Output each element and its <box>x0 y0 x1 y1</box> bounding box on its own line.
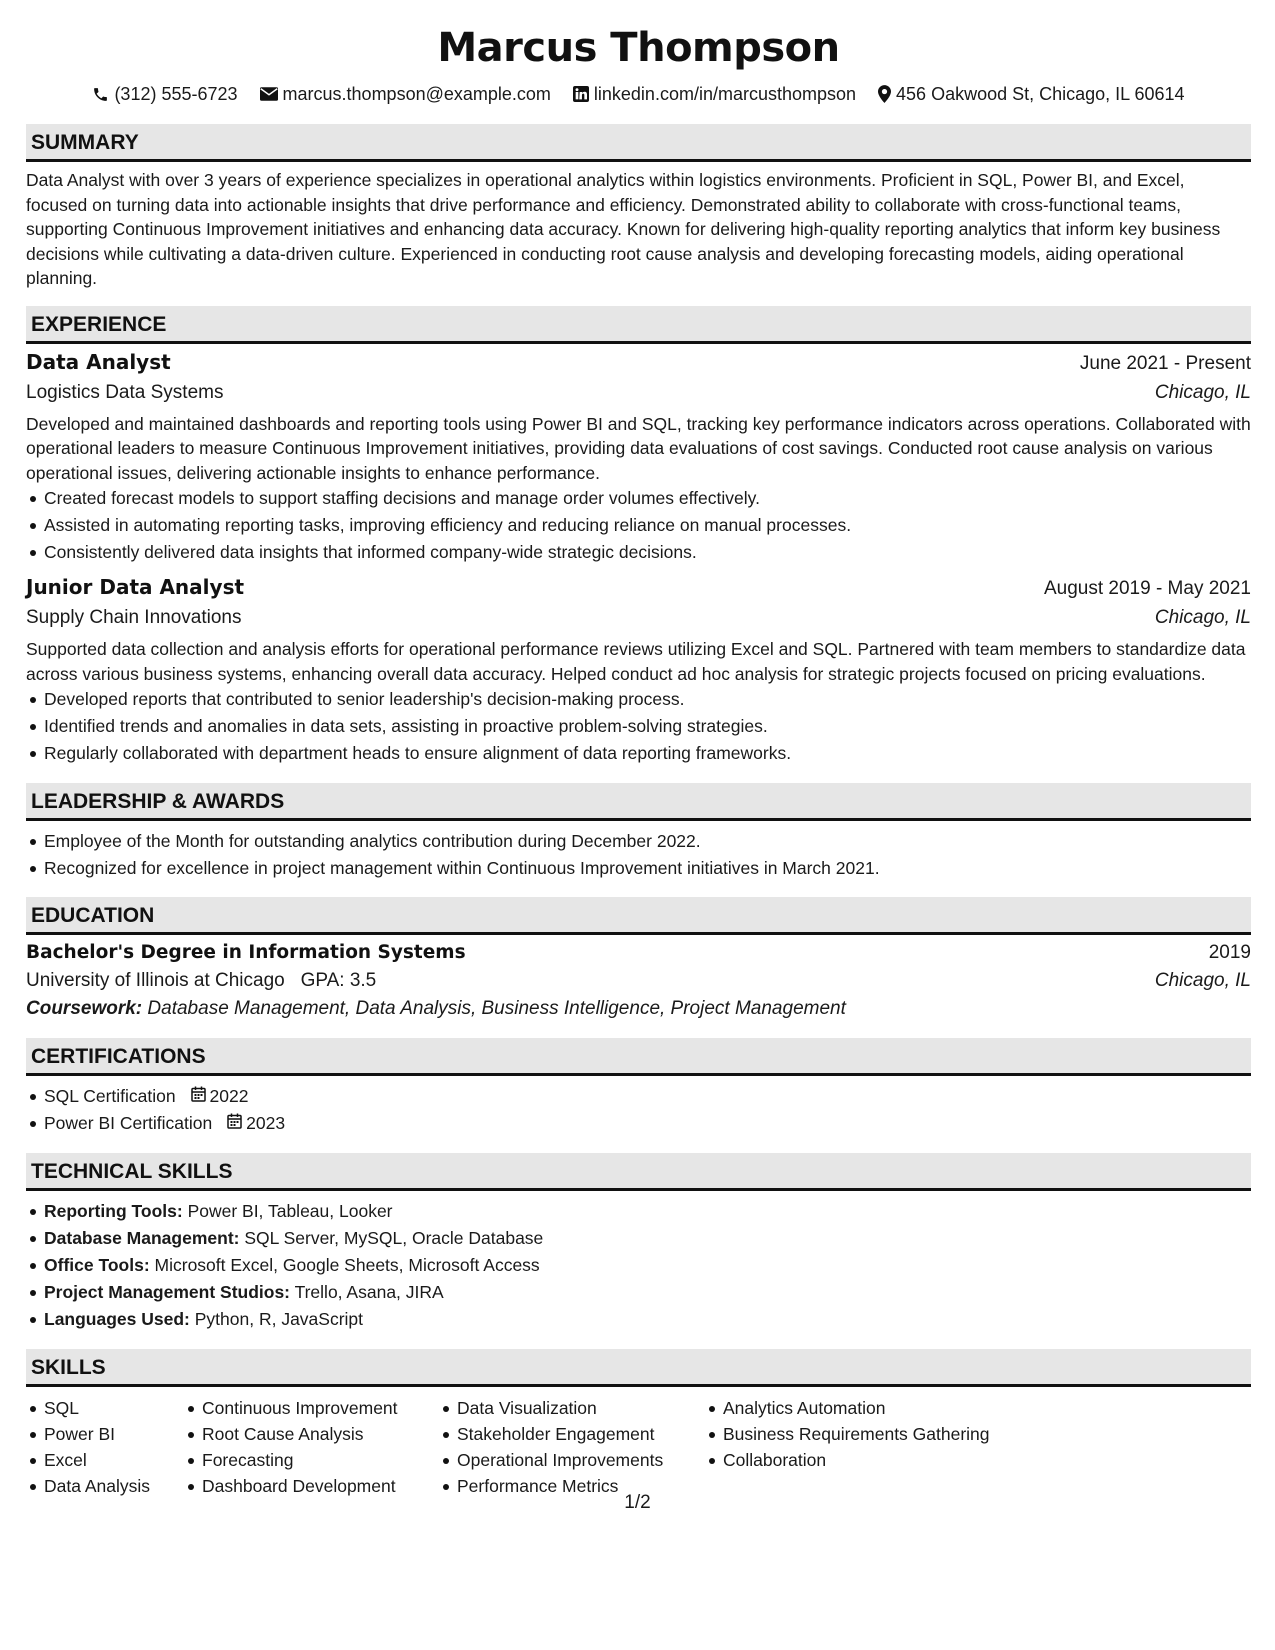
list-item: Excel <box>26 1447 184 1473</box>
job-title: Data Analyst <box>26 349 171 374</box>
list-item: Root Cause Analysis <box>184 1421 439 1447</box>
education-gpa: GPA: 3.5 <box>300 970 377 991</box>
job-title: Junior Data Analyst <box>26 575 245 599</box>
list-item <box>26 1198 1251 1225</box>
skills-column <box>26 1395 184 1499</box>
job-company-row <box>26 607 1251 629</box>
linkedin-text[interactable]: linkedin.com/in/marcusthompson <box>593 84 857 104</box>
skill-category-label: Languages Used: <box>44 1309 190 1329</box>
list-item: Operational Improvements <box>439 1447 705 1473</box>
certification-date <box>227 1110 285 1137</box>
certifications-heading: CERTIFICATIONS <box>26 1038 1251 1076</box>
skill-category-label: Database Management: <box>44 1228 240 1248</box>
list-item: Collaboration <box>705 1447 1025 1473</box>
map-pin-icon <box>878 85 891 103</box>
job-dates: June 2021 - Present <box>1079 352 1251 374</box>
phone-text: (312) 555-6723 <box>114 84 238 104</box>
education-school-line <box>26 970 376 992</box>
certifications-list <box>26 1083 1251 1137</box>
education-degree-row <box>26 942 1251 964</box>
contact-linkedin <box>573 81 856 107</box>
skill-category-value: Microsoft Excel, Google Sheets, Microsoft Access <box>154 1255 540 1275</box>
education-school-row <box>26 970 1251 992</box>
certification-name: Power BI Certification <box>44 1113 213 1133</box>
job-description: Developed and maintained dashboards and reporting tools using Power BI and SQL, tracking key performance indicators across operations. Collaborated with operational leaders to measure Continuous Improvement initiatives, providing data evaluations of cost savings. Conducted root cause analysis on various operational issues, delivering actionable insights to enhance performance. <box>26 413 1251 483</box>
skill-category-value: Power BI, Tableau, Looker <box>187 1201 393 1221</box>
skill-category-label: Project Management Studios: <box>44 1282 291 1302</box>
contact-bar <box>26 81 1251 107</box>
linkedin-icon <box>573 86 589 102</box>
summary-text: Data Analyst with over 3 years of experience specializes in operational analytics within logistics environments. Proficient in SQL, Power BI, and Excel, focused on turning data into actionable insights that drive performance and efficiency. Demonstrated ability to collaborate with cross-functional teams, supporting Continuous Improvement initiatives and enhancing data accuracy. Known for delivering high-quality reporting analytics that inform key business decisions while cultivating a data-driven culture. Experienced in conducting root cause analysis and developing forecasting models, aiding operational planning. <box>26 170 1221 288</box>
job-entry <box>26 575 1251 767</box>
resume-page <box>26 0 1251 1499</box>
job-bullets <box>26 686 1251 767</box>
experience-heading: EXPERIENCE <box>26 306 1251 344</box>
skills-column <box>705 1395 1025 1499</box>
list-item: Assisted in automating reporting tasks, improving efficiency and reducing reliance on manual processes. <box>26 512 1251 539</box>
job-company: Supply Chain Innovations <box>26 607 242 628</box>
page-number: 1/2 <box>624 1492 651 1513</box>
job-description: Supported data collection and analysis efforts for operational performance reviews utilizing Excel and SQL. Partnered with team members to standardize data across various business systems, enhancing overall data accuracy. Helped conduct ad hoc analysis for strategic projects focused on pricing evaluations. <box>26 639 1246 684</box>
list-item <box>26 1252 1251 1279</box>
job-company-row <box>26 382 1251 404</box>
skill-category-value: Trello, Asana, JIRA <box>294 1282 444 1302</box>
envelope-icon <box>260 87 278 101</box>
skill-category-value: Python, R, JavaScript <box>194 1309 364 1329</box>
summary-heading: SUMMARY <box>26 124 1251 162</box>
coursework-list: Database Management, Data Analysis, Business Intelligence, Project Management <box>147 998 846 1019</box>
list-item: Identified trends and anomalies in data sets, assisting in proactive problem-solving strategies. <box>26 713 1251 740</box>
list-item: Regularly collaborated with department heads to ensure alignment of data reporting frameworks. <box>26 740 1251 767</box>
list-item: Developed reports that contributed to senior leadership's decision-making process. <box>26 686 1251 713</box>
skills-heading: SKILLS <box>26 1349 1251 1387</box>
certification-date <box>191 1083 249 1110</box>
education-location: Chicago, IL <box>1154 970 1251 991</box>
job-bullets <box>26 485 1251 566</box>
certification-name: SQL Certification <box>44 1086 176 1106</box>
job-location: Chicago, IL <box>1154 381 1251 403</box>
job-title-row <box>26 350 1251 375</box>
candidate-name: Marcus Thompson <box>437 25 840 71</box>
list-item <box>26 1110 1251 1137</box>
leadership-list <box>26 828 1251 882</box>
list-item <box>26 1083 1251 1110</box>
coursework-line <box>26 998 1251 1020</box>
skill-category-label: Office Tools: <box>44 1255 150 1275</box>
address-text: 456 Oakwood St, Chicago, IL 60614 <box>896 84 1185 104</box>
list-item: Continuous Improvement <box>184 1395 439 1421</box>
certification-year: 2022 <box>209 1086 249 1106</box>
list-item: Business Requirements Gathering <box>705 1421 1025 1447</box>
list-item <box>26 1306 1251 1333</box>
education-year: 2019 <box>1208 942 1251 963</box>
list-item: Consistently delivered data insights that informed company-wide strategic decisions. <box>26 539 1251 566</box>
list-item: Data Analysis <box>26 1473 184 1499</box>
job-entry <box>26 350 1251 567</box>
list-item: Power BI <box>26 1421 184 1447</box>
phone-icon <box>92 86 109 103</box>
list-item: Analytics Automation <box>705 1395 1025 1421</box>
calendar-icon <box>227 1110 242 1137</box>
list-item <box>26 1225 1251 1252</box>
skills-column <box>439 1395 705 1499</box>
leadership-heading: LEADERSHIP & AWARDS <box>26 783 1251 821</box>
education-degree: Bachelor's Degree in Information Systems <box>26 942 466 963</box>
job-title-row <box>26 575 1251 600</box>
coursework-label: Coursework: <box>26 998 143 1019</box>
certification-year: 2023 <box>246 1113 286 1133</box>
job-company: Logistics Data Systems <box>26 381 224 403</box>
list-item: SQL <box>26 1395 184 1421</box>
list-item: Stakeholder Engagement <box>439 1421 705 1447</box>
job-dates: August 2019 - May 2021 <box>1043 578 1251 599</box>
education-school: University of Illinois at Chicago <box>26 970 285 991</box>
list-item: Employee of the Month for outstanding analytics contribution during December 2022. <box>26 828 1251 855</box>
list-item: Recognized for excellence in project management within Continuous Improvement initiatives in March 2021. <box>26 855 1251 882</box>
education-entry <box>26 942 1251 1020</box>
contact-address <box>878 81 1185 107</box>
list-item: Created forecast models to support staffing decisions and manage order volumes effectively. <box>26 485 1251 512</box>
job-location: Chicago, IL <box>1154 607 1251 628</box>
list-item: Performance Metrics <box>439 1473 705 1499</box>
list-item: Forecasting <box>184 1447 439 1473</box>
skill-category-label: Reporting Tools: <box>44 1201 183 1221</box>
education-heading: EDUCATION <box>26 897 1251 935</box>
calendar-icon <box>191 1083 206 1110</box>
list-item: Dashboard Development <box>184 1473 439 1499</box>
email-text[interactable]: marcus.thompson@example.com <box>282 84 551 104</box>
skill-category-value: SQL Server, MySQL, Oracle Database <box>244 1228 544 1248</box>
skills-grid <box>26 1395 1251 1499</box>
technical-skills-heading: TECHNICAL SKILLS <box>26 1153 1251 1191</box>
skills-column <box>184 1395 439 1499</box>
list-item: Data Visualization <box>439 1395 705 1421</box>
technical-skills-list <box>26 1198 1251 1333</box>
list-item <box>26 1279 1251 1306</box>
contact-phone <box>92 81 237 107</box>
contact-email <box>260 81 551 107</box>
